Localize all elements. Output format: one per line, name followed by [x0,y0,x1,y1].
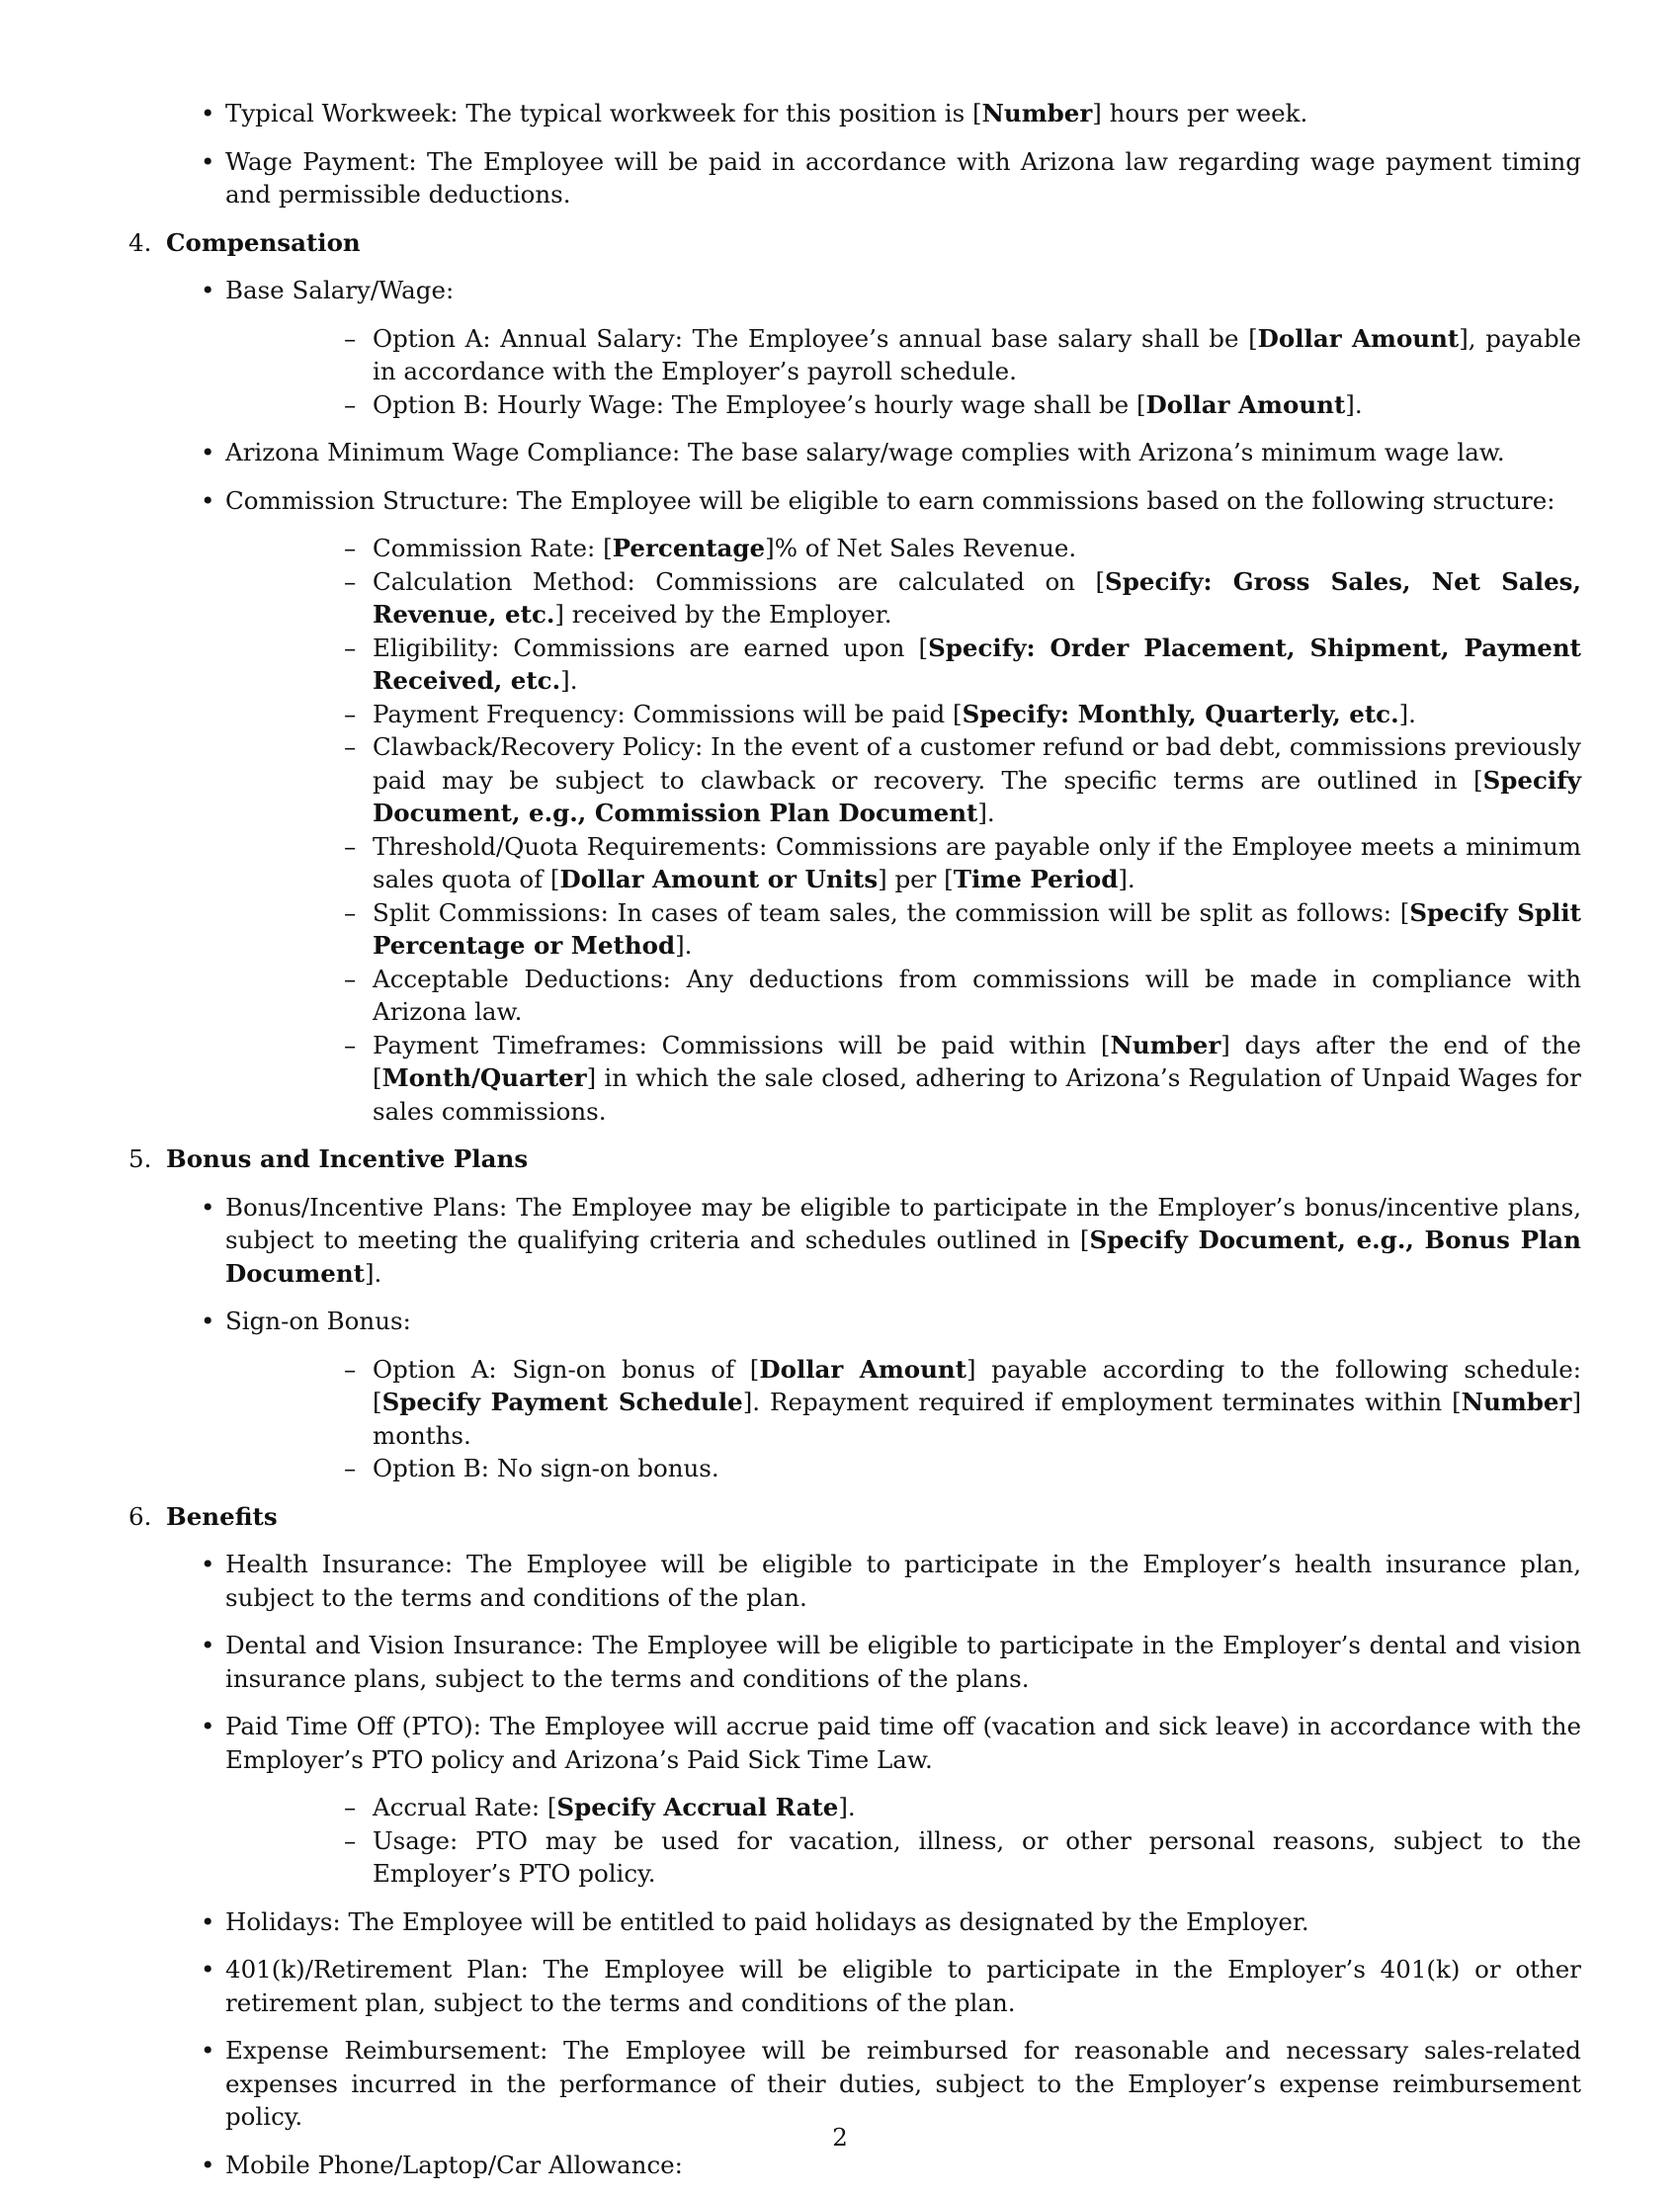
text-run: Commission Rate: [ [373,534,613,562]
text-run: ] received by the Employer. [554,600,892,629]
text-run: ]. [1398,699,1416,728]
dash-marker: – [344,831,357,861]
dash-marker: – [344,1030,357,1059]
text-run: ] payable according to the following schedule: [ [373,1354,1582,1416]
sub-list-item-text [373,830,1581,896]
list-item-text [225,1905,1581,1939]
text-run: Sign-on Bonus: [225,1307,411,1335]
list-item [128,1953,1581,2019]
dash-marker: – [344,1825,357,1855]
placeholder-field: Dollar Amount [1257,323,1460,353]
section-number: 6. [128,1501,152,1531]
text-run: ]. [675,931,693,960]
sub-list [225,1353,1581,1485]
text-run: Base Salary/Wage: [225,276,455,304]
placeholder-field: Time Period [953,865,1119,893]
text-run: ]. [1118,865,1135,893]
text-run: ] months. [373,1388,1581,1450]
list-item-text [225,2149,1581,2182]
text-run: Holidays: The Employee will be entitled to paid holidays as designated by the Employer. [225,1906,1309,1936]
list-item-text [225,274,1581,307]
dash-marker: – [344,534,357,562]
text-run: Bonus/Incentive Plans: The Employee may be eligible to participate in the Employer’s bonus/incentive plans, subject to meeting the qualifying criteria and schedules outlined in [ [225,1192,1581,1254]
sub-list-item-text [373,1353,1581,1453]
list-item [128,1905,1581,1939]
text-run: Commission Structure: The Employee will be eligible to earn commissions based on the following structure: [225,485,1555,515]
list-item [128,1191,1581,1291]
text-run: Option A: Sign-on bonus of [ [373,1354,760,1384]
text-run: Payment Frequency: Commissions will be paid [ [373,699,963,728]
sub-list-item [225,322,1581,388]
text-run: Accrual Rate: [ [373,1793,557,1821]
bullet-marker: • [201,1906,215,1936]
text-run: Dental and Vision Insurance: The Employee will be eligible to participate in the Employer’s dental and vision insurance plans, subject to the terms and conditions of the plans. [225,1631,1581,1693]
bullet-marker: • [201,1550,215,1578]
section-bonus-and-incentive-plans [128,1142,1581,1176]
sub-list-item-text [373,1452,1581,1485]
list-item-text [225,436,1581,469]
text-run: Acceptable Deductions: Any deductions from commissions will be made in compliance with Arizona law. [373,964,1581,1026]
bullet-marker: • [201,146,215,176]
bullet-marker: • [201,2150,215,2179]
page-number: 2 [832,2123,848,2152]
sub-list-item-text [373,730,1581,830]
text-run: ]. [1345,389,1363,419]
text-run: Calculation Method: Commissions are calculated on [ [373,566,1106,596]
text-run: Paid Time Off (PTO): The Employee will accrue paid time off (vacation and sick leave) in accordance with the Employer’s PTO policy and Arizona’s Paid Sick Time Law. [225,1712,1581,1774]
placeholder-field: Specify Document, e.g., Bonus Plan Document [225,1225,1581,1288]
placeholder-field: Specify: Monthly, Quarterly, etc. [962,699,1399,728]
sub-list-item-text [373,1029,1581,1129]
sub-list-item [225,698,1581,731]
list-item-text [225,2034,1581,2134]
placeholder-field: Specify Document, e.g., Commission Plan Document [373,765,1581,827]
text-run: ]. [364,1258,382,1288]
text-run: Option B: Hourly Wage: The Employee’s hourly wage shall be [ [373,389,1146,419]
document-body [128,97,1581,2196]
list-item-text [225,1629,1581,1695]
text-run: ]. [977,799,995,827]
dash-marker: – [344,732,357,761]
text-run: Usage: PTO may be used for vacation, illness, or other personal reasons, subject to the Employer’s PTO policy. [373,1825,1581,1888]
sub-list-item-text [373,388,1581,422]
bullet-marker: • [201,485,215,515]
text-run: ] in which the sale closed, adhering to Arizona’s Regulation of Unpaid Wages for sales commissions. [373,1063,1581,1126]
text-run: Expense Reimbursement: The Employee will be reimbursed for reasonable and necessary sales-related expenses incurred in the performance of their duties, subject to the Employer’s expense reimbursement policy. [225,2036,1581,2131]
section-title: Bonus and Incentive Plans [166,1144,529,1173]
placeholder-field: Dollar Amount [1145,389,1346,419]
bullet-marker: • [201,438,215,466]
text-run: ]. [838,1793,856,1821]
text-run: ] days after the end of the [ [373,1030,1581,1092]
text-run: ], payable in accordance with the Employer’s payroll schedule. [373,323,1581,385]
section-benefits [128,1500,1581,1534]
placeholder-field: Dollar Amount or Units [559,865,879,893]
sub-list-item [225,1791,1581,1824]
section-title: Benefits [166,1501,278,1531]
sub-list-item-text [373,565,1581,632]
sub-list-item [225,565,1581,632]
bullet-marker: • [201,1955,215,1984]
sub-list-item [225,632,1581,698]
list-item [128,1305,1581,1485]
placeholder-field: Number [1110,1030,1221,1059]
section-number: 5. [128,1144,152,1173]
bullet-marker: • [201,2036,215,2065]
bullet-marker: • [201,1712,215,1740]
sub-list [225,322,1581,422]
sub-list [225,1791,1581,1891]
text-run: Threshold/Quota Requirements: Commissions are payable only if the Employee meets a minimum sales quota of [ [373,831,1581,893]
dash-marker: – [344,1354,357,1384]
text-run: Mobile Phone/Laptop/Car Allowance: [225,2150,683,2179]
list-item-text [225,145,1581,211]
list-item [128,484,1581,1129]
dash-marker: – [344,323,357,353]
section-compensation [128,226,1581,260]
list-item-text [225,1305,1581,1338]
text-run: Eligibility: Commissions are earned upon [ [373,633,929,662]
text-run: ] per [ [878,865,954,893]
bullet-marker: • [201,99,215,127]
placeholder-field: Specify Split Percentage or Method [373,897,1581,960]
sub-list-item-text [373,1791,1581,1824]
section-number: 4. [128,227,152,257]
sub-list-item [225,388,1581,422]
text-run: Option B: No sign-on bonus. [373,1454,719,1482]
bullet-marker: • [201,1307,215,1335]
text-run: Health Insurance: The Employee will be eligible to participate in the Employer’s health insurance plan, subject to the terms and conditions of the plan. [225,1550,1581,1612]
list-item-text [225,484,1581,518]
sub-list-item-text [373,963,1581,1029]
dash-marker: – [344,964,357,993]
sub-list-item [225,532,1581,565]
list-item-text [225,1710,1581,1776]
dash-marker: – [344,389,357,419]
text-run: Wage Payment: The Employee will be paid in accordance with Arizona law regarding wage payment timing and permissible deductions. [225,146,1581,209]
placeholder-field: Month/Quarter [381,1063,587,1092]
list-item [128,274,1581,421]
sub-list-item [225,1029,1581,1129]
placeholder-field: Number [1461,1388,1572,1416]
list-item [128,97,1581,130]
bullet-marker: • [201,276,215,304]
text-run: Option A: Annual Salary: The Employee’s annual base salary shall be [ [373,323,1258,353]
text-run: Split Commissions: In cases of team sales, the commission will be split as follows: [ [373,897,1410,927]
list-item-text [225,97,1581,130]
text-run: ]. [560,666,578,695]
sub-list-item-text [373,322,1581,388]
list-item [128,1548,1581,1614]
section-title: Compensation [166,227,361,257]
sub-list-item [225,1452,1581,1485]
text-run: Clawback/Recovery Policy: In the event of a customer refund or bad debt, commissions previously paid may be subject to clawback or recovery. The specific terms are outlined in [ [373,732,1581,795]
sub-list-item-text [373,532,1581,565]
placeholder-field: Dollar Amount [759,1354,967,1384]
sub-list-item [225,896,1581,963]
sub-list-item-text [373,632,1581,698]
placeholder-field: Specify: Order Placement, Shipment, Payment Received, etc. [373,633,1581,695]
sub-list-item-text [373,698,1581,731]
placeholder-field: Specify Accrual Rate [556,1793,839,1821]
sub-list-item [225,1824,1581,1891]
list-item-text [225,1548,1581,1614]
text-run: Arizona Minimum Wage Compliance: The base salary/wage complies with Arizona’s minimum wage law. [225,438,1505,466]
sub-list-item-text [373,896,1581,963]
dash-marker: – [344,1454,357,1482]
placeholder-field: Specify: Gross Sales, Net Sales, Revenue, etc. [373,566,1581,629]
sub-list-item [225,830,1581,896]
list-item [128,145,1581,211]
bullet-marker: • [201,1192,215,1222]
list-item-text [225,1191,1581,1291]
list-item [128,1710,1581,1891]
list-item-text [225,1953,1581,2019]
sub-list-item [225,1353,1581,1453]
list-item [128,2149,1581,2182]
placeholder-field: Specify Payment Schedule [381,1388,743,1416]
sub-list [225,532,1581,1128]
dash-marker: – [344,1793,357,1821]
text-run: Payment Timeframes: Commissions will be paid within [ [373,1030,1111,1059]
dash-marker: – [344,633,357,662]
bullet-marker: • [201,1631,215,1659]
list-item [128,436,1581,469]
text-run: ] hours per week. [1092,99,1308,127]
text-run: 401(k)/Retirement Plan: The Employee will be eligible to participate in the Employer’s 401(k) or other retirement plan, subject to the terms and conditions of the plan. [225,1955,1581,2017]
list-item [128,1629,1581,1695]
text-run: ]. Repayment required if employment terminates within [ [742,1388,1462,1416]
dash-marker: – [344,566,357,596]
sub-list-item-text [373,1824,1581,1891]
placeholder-field: Number [981,99,1093,127]
dash-marker: – [344,897,357,927]
placeholder-field: Percentage [612,534,766,562]
text-run: ]% of Net Sales Revenue. [765,534,1077,562]
sub-list-item [225,963,1581,1029]
dash-marker: – [344,699,357,728]
text-run: Typical Workweek: The typical workweek for this position is [ [225,99,982,127]
sub-list-item [225,730,1581,830]
list-item [128,2034,1581,2134]
